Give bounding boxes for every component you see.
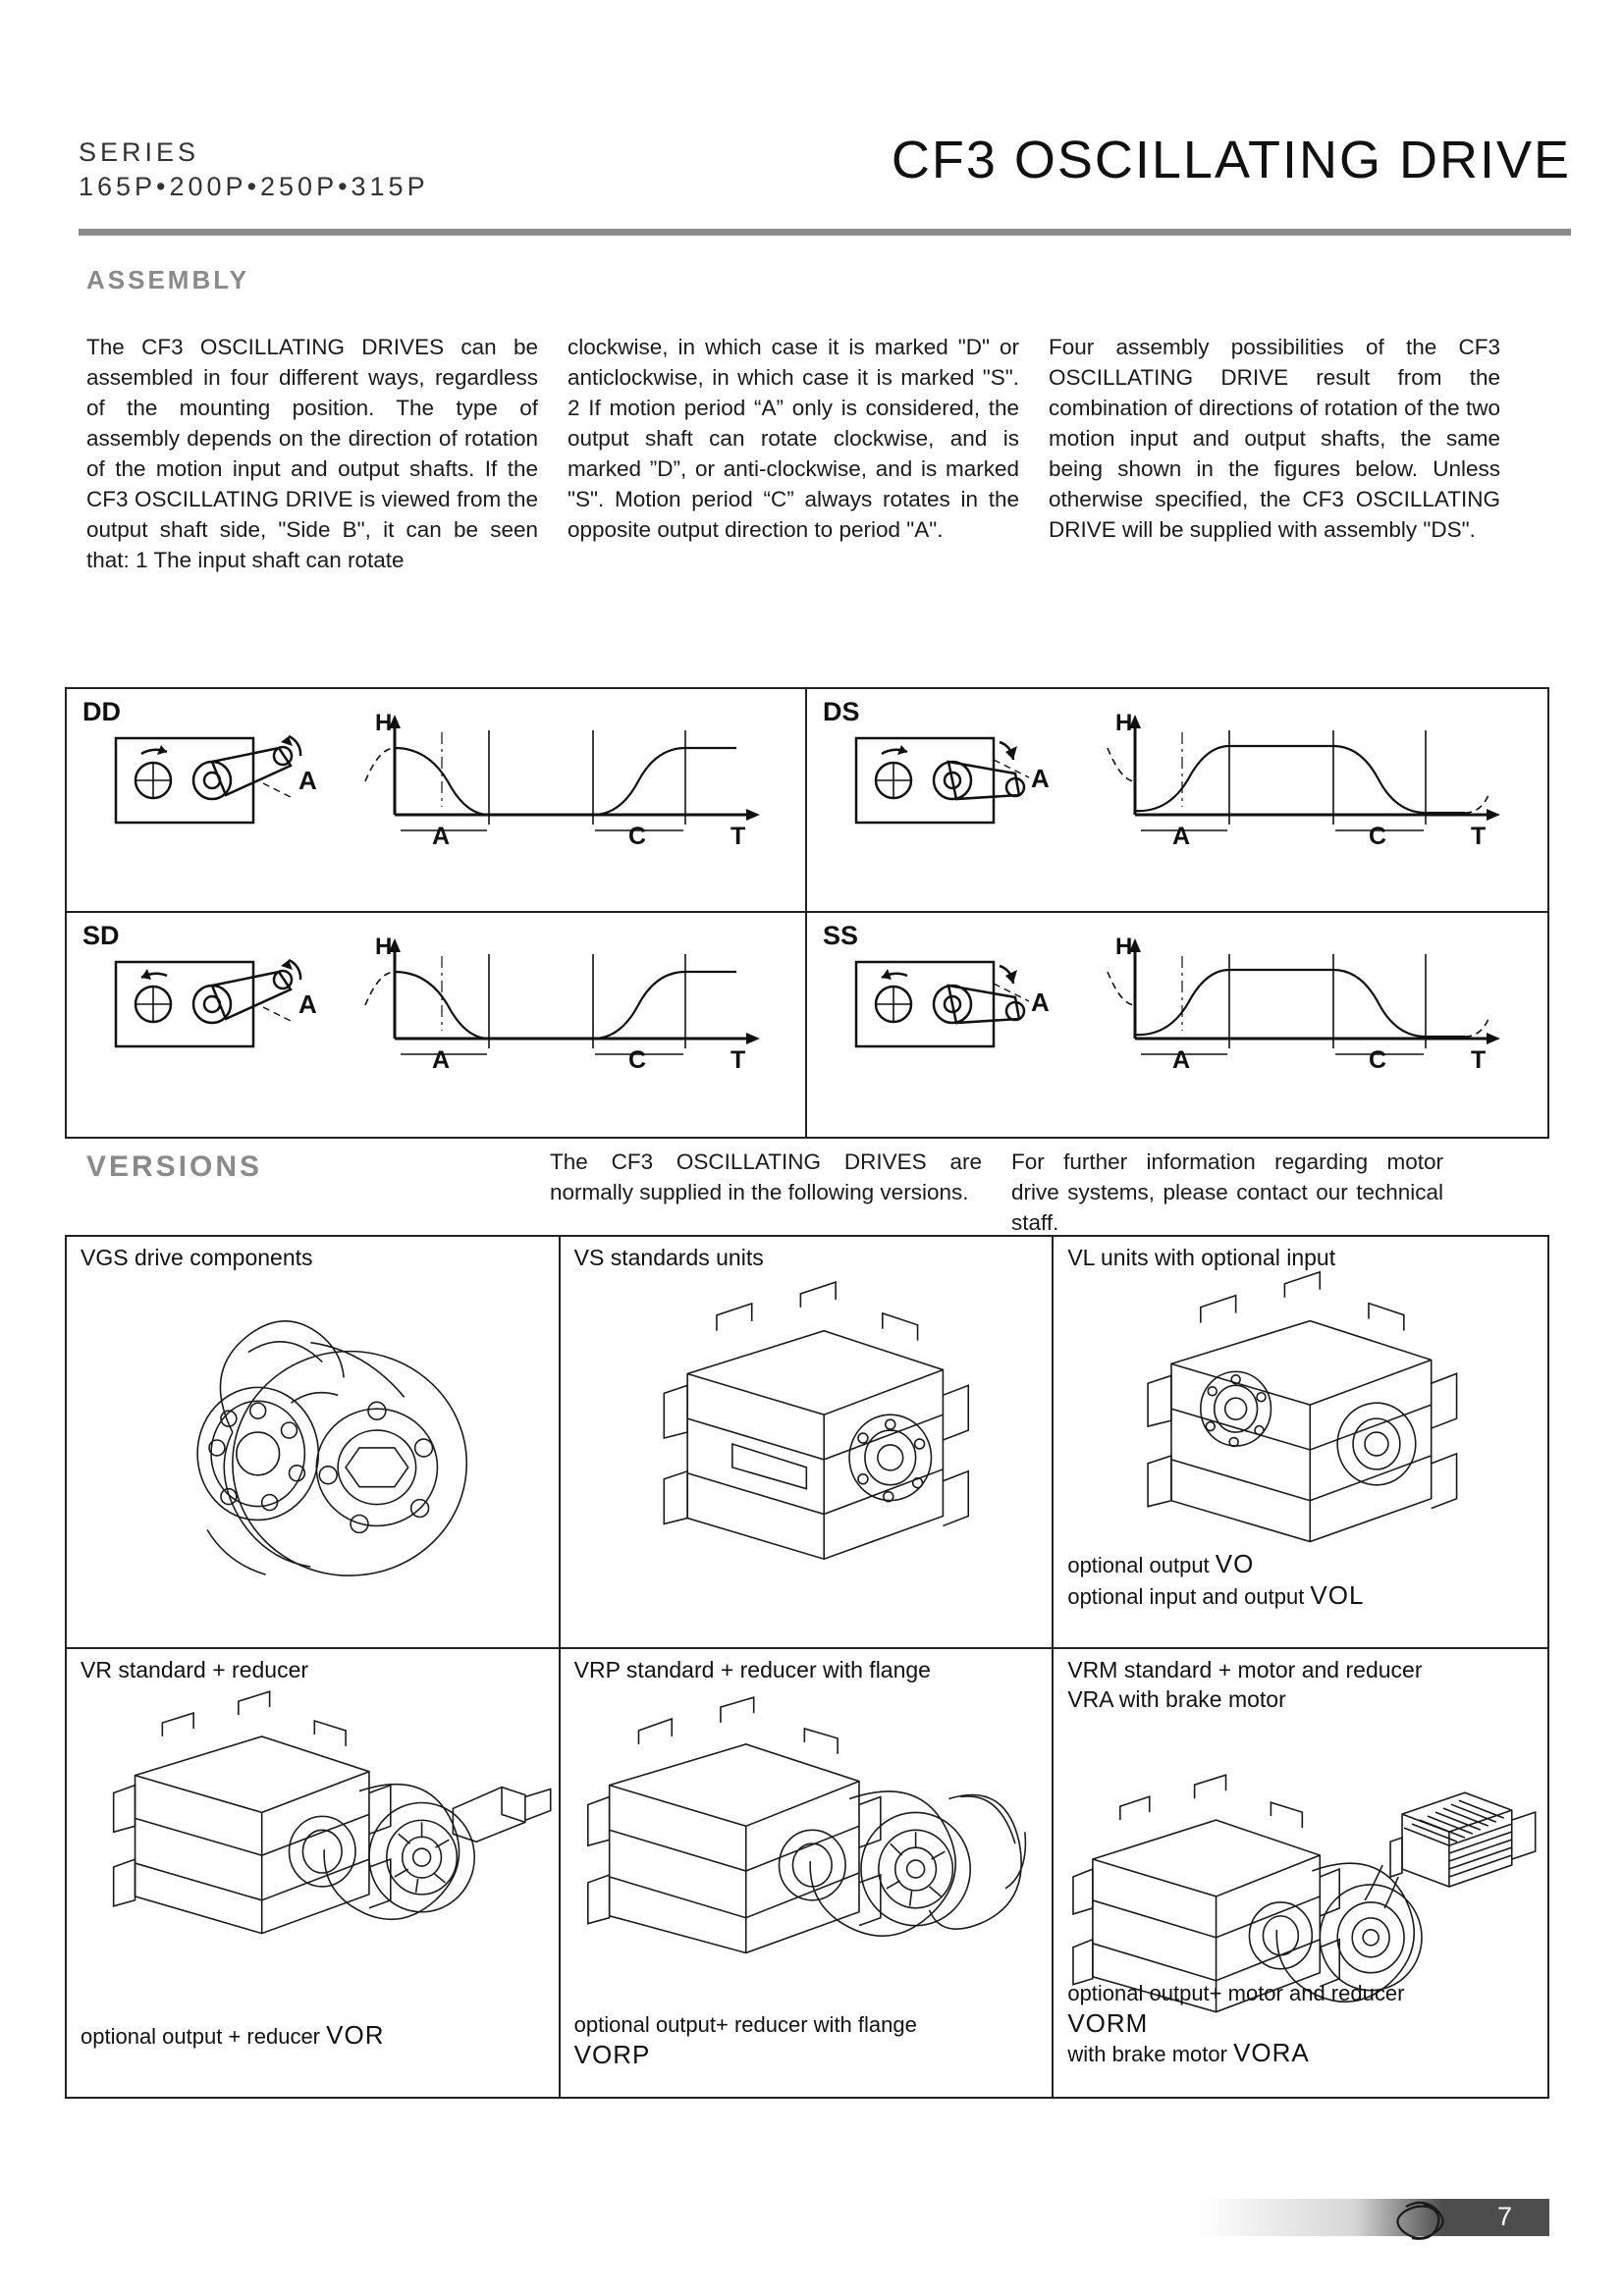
mechanism-icon-ds [846, 726, 1082, 844]
version-title-vs: VS standards units [573, 1245, 764, 1270]
version-cell-vrm [1054, 1649, 1547, 2099]
header-rule [79, 229, 1571, 236]
svg-text:C: C [628, 823, 647, 850]
svg-text:C: C [1369, 823, 1387, 850]
version-code-vorp: VORP [573, 2040, 651, 2069]
assembly-diagram-grid [65, 687, 1549, 1139]
svg-text:A: A [1031, 764, 1050, 793]
motion-curve-dd [361, 709, 774, 851]
series-label: SERIES [79, 137, 200, 167]
svg-text:H: H [375, 710, 393, 736]
page-number: 7 [1496, 2202, 1512, 2231]
version-cell-vr [67, 1649, 561, 2099]
versions-intro-paragraph-1: The CF3 OSCILLATING DRIVES are normally supplied in the following versions. [550, 1149, 982, 1204]
svg-text:A: A [1172, 823, 1191, 850]
svg-text:T: T [1471, 823, 1487, 850]
assembly-intro-col-1 [86, 332, 538, 575]
version-cell-vrp [561, 1649, 1055, 2099]
assembly-cell-ss [807, 913, 1547, 1137]
assembly-cell-dd [67, 689, 807, 913]
motion-curve-ds [1102, 709, 1514, 851]
version-code-vo: VO [1215, 1549, 1255, 1578]
version-note-vrp [574, 2010, 1026, 2069]
svg-text:T: T [730, 823, 746, 850]
versions-intro-col-1 [550, 1147, 982, 1238]
version-note-vl [1067, 1549, 1519, 1612]
assembly-intro-text [86, 332, 1500, 575]
version-code-vor: VOR [326, 2020, 385, 2050]
mechanism-icon-ss [846, 950, 1082, 1068]
assembly-intro-paragraph-1: The CF3 OSCILLATING DRIVES can be assembled in four different ways, regardless of the mounting position. The type of assembly depends on the direction of rotation of the motion input and output shafts. If the CF3 OSCILLATING DRIVE is viewed from the output shaft side, "Side B", it can be seen that: 1 The input shaft can rotate [86, 335, 538, 572]
series-block [79, 137, 429, 202]
assembly-code-ss: SS [823, 921, 859, 950]
assembly-intro-paragraph-2: clockwise, in which case it is marked "D" or anticlockwise, in which case it is marked "S". 2 If motion period “A” only is considered, the output shaft can rotate clockwise, and is marked ”D”, or anti-clockwise, and is marked "S". Motion period “C” always rotates in the opposite output direction to period "A". [568, 335, 1019, 542]
motion-curve-ss [1102, 933, 1514, 1075]
version-illustration-vs [561, 1237, 1053, 1647]
assembly-intro-col-2 [568, 332, 1019, 575]
version-illustration-vgs [67, 1237, 559, 1647]
page-footer [1196, 2191, 1549, 2242]
versions-grid [65, 1235, 1549, 2099]
version-code-vorm: VORM [1067, 2008, 1149, 2038]
version-title-vr: VR standard + reducer [81, 1657, 309, 1682]
svg-text:T: T [1471, 1046, 1487, 1074]
svg-text:A: A [298, 989, 317, 1019]
version-note-vrp-line1: optional output+ reducer with flange [573, 2012, 917, 2037]
series-models: 165P•200P•250P•315P [79, 172, 429, 201]
mechanism-icon-sd [106, 950, 342, 1068]
assembly-code-dd: DD [82, 697, 121, 726]
version-note-vl-line1: optional output VO [1067, 1549, 1255, 1578]
svg-text:A: A [432, 1046, 451, 1074]
version-cell-vl [1054, 1237, 1547, 1649]
svg-text:T: T [730, 1046, 746, 1074]
mechanism-icon-dd [106, 726, 342, 844]
assembly-cell-sd [67, 913, 807, 1137]
version-title-vrm: VRM standard + motor and reducer [1067, 1657, 1423, 1682]
svg-text:A: A [432, 823, 451, 850]
version-cell-vgs [67, 1237, 561, 1649]
svg-text:C: C [1369, 1046, 1387, 1074]
version-note-vrm [1067, 1979, 1519, 2069]
version-subtitle-vra: VRA with brake motor [1067, 1686, 1286, 1712]
version-title-vrp: VRP standard + reducer with flange [573, 1657, 931, 1682]
svg-text:H: H [375, 934, 393, 960]
motion-curve-sd [361, 933, 774, 1075]
assembly-intro-col-3 [1049, 332, 1500, 575]
version-code-vora: VORA [1233, 2038, 1310, 2067]
assembly-section-title: ASSEMBLY [86, 265, 250, 294]
versions-section-title: VERSIONS [86, 1150, 263, 1183]
version-cell-vs [561, 1237, 1055, 1649]
svg-text:A: A [1172, 1046, 1191, 1074]
svg-text:H: H [1115, 934, 1133, 960]
version-title-vl: VL units with optional input [1067, 1245, 1336, 1270]
version-note-vr-line1: optional output + reducer VOR [81, 2020, 385, 2050]
version-note-vr [81, 2020, 532, 2052]
svg-text:A: A [298, 766, 317, 795]
version-title-vgs: VGS drive components [81, 1245, 313, 1270]
assembly-intro-paragraph-3: Four assembly possibilities of the CF3 OSCILLATING DRIVE result from the combination of directions of rotation of the two motion input and output shafts, the same being shown in the figures below. Unless otherwise specified, the CF3 OSCILLATING DRIVE will be supplied with assembly "DS". [1049, 335, 1500, 542]
versions-intro-col-2 [1011, 1147, 1443, 1238]
assembly-code-sd: SD [82, 921, 120, 950]
svg-text:A: A [1031, 988, 1050, 1017]
document-title: CF3 OSCILLATING DRIVE [891, 131, 1571, 189]
svg-text:H: H [1115, 710, 1133, 736]
version-note-vl-line2: optional input and output VOL [1067, 1580, 1365, 1610]
version-code-vol: VOL [1310, 1580, 1365, 1610]
page-header [79, 131, 1571, 226]
version-note-vrm-line2: with brake motor VORA [1067, 2038, 1310, 2067]
assembly-code-ds: DS [823, 697, 860, 726]
versions-intro-paragraph-2: For further information regarding motor drive systems, please contact our technical staff. [1011, 1149, 1443, 1235]
version-note-vrm-line1: optional output+ motor and reducer [1067, 1981, 1405, 2005]
versions-intro-text [550, 1147, 1512, 1238]
svg-text:C: C [628, 1046, 647, 1074]
assembly-cell-ds [807, 689, 1547, 913]
